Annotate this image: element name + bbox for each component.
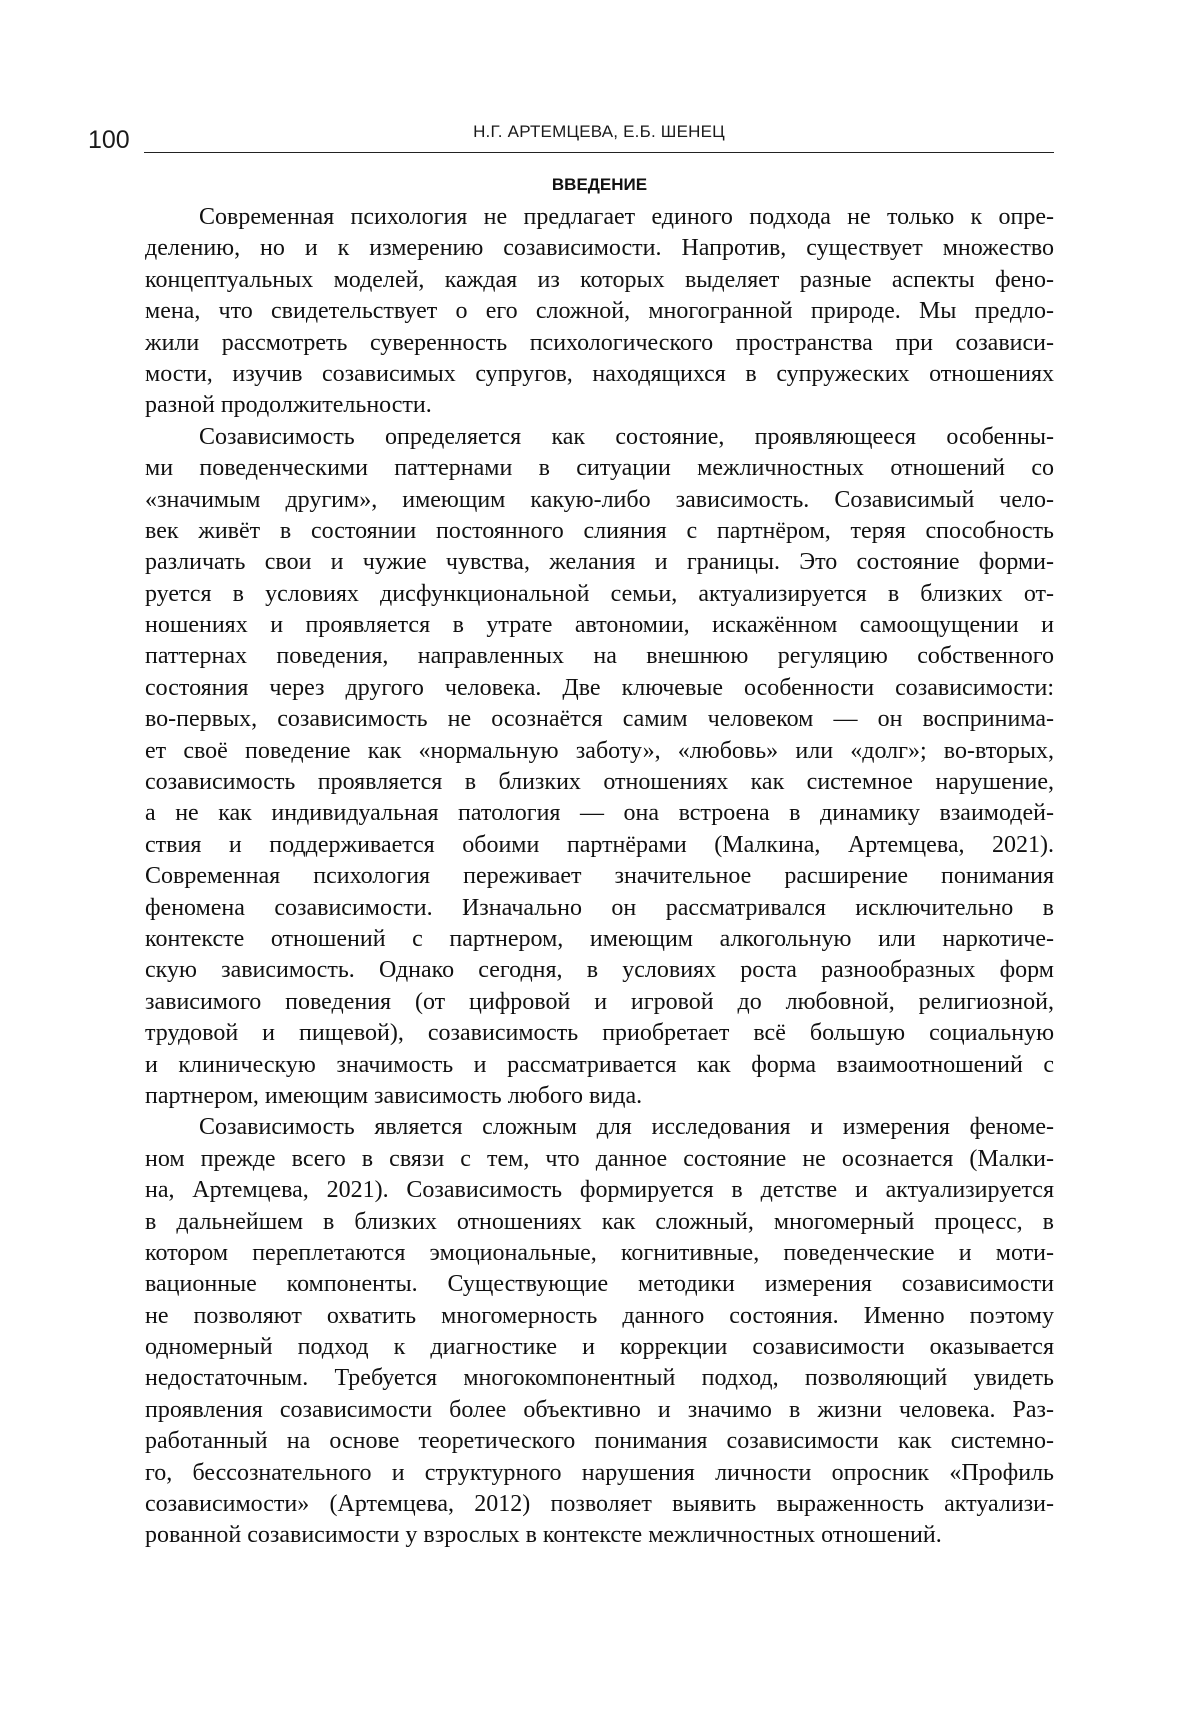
text-line: мена, что свидетельствует о его сложной, многогранной природе. Мы предло- [145,298,1054,325]
running-head-authors: Н.Г. АРТЕМЦЕВА, Е.Б. ШЕНЕЦ [473,122,725,141]
text-line: век живёт в состоянии постоянного слияния с партнёром, теряя способность [145,517,1054,544]
text-line: а не как индивидуальная патология — она встроена в динамику взаимодей- [145,800,1054,827]
text-line: вационные компоненты. Существующие методики измерения созависимости [145,1271,1054,1298]
text-line: контексте отношений с партнером, имеющим алкогольную или наркотиче- [145,925,1054,952]
text-line: и клиническую значимость и рассматривается как форма взаимоотношений с [145,1051,1054,1078]
text-line: паттернах поведения, направленных на внешнюю регуляцию собственного [145,643,1054,670]
paragraph [145,1112,1054,1551]
body-text [145,202,1054,1552]
text-line: ет своё поведение как «нормальную заботу», «любовь» или «долг»; во-вторых, [145,737,1054,764]
text-line: «значимым другим», имеющим какую-либо зависимость. Созависимый чело- [145,486,1054,513]
text-line: скую зависимость. Однако сегодня, в условиях роста разнообразных форм [145,957,1054,984]
text-line: созависимость проявляется в близких отношениях как системное нарушение, [145,769,1054,796]
header-rule [144,152,1054,153]
text-line: ношениях и проявляется в утрате автономии, искажённом самоощущении и [145,612,1054,639]
text-line: ном прежде всего в связи с тем, что данное состояние не осознается (Малки- [145,1145,1054,1172]
text-line: одномерный подход к диагностике и коррекции созависимости оказывается [145,1334,1054,1361]
text-line: Созависимость определяется как состояние, проявляющееся особенны- [199,423,1054,450]
text-line: в дальнейшем в близких отношениях как сложный, многомерный процесс, в [145,1208,1054,1235]
text-line: зависимого поведения (от цифровой и игровой до любовной, религиозной, [145,988,1054,1015]
section-title: ВВЕДЕНИЕ [551,175,648,194]
text-line: котором переплетаются эмоциональные, когнитивные, поведенческие и моти- [145,1239,1054,1266]
text-line: партнером, имеющим зависимость любого вида. [145,1082,643,1109]
page-number: 100 [88,126,130,154]
text-line: во-первых, созависимость не осознаётся самим человеком — он воспринима- [145,706,1054,733]
text-line: разной продолжительности. [145,392,432,419]
text-line: го, бессознательного и структурного нарушения личности опросник «Профиль [145,1459,1054,1486]
text-line: трудовой и пищевой), созависимость приобретает всё большую социальную [145,1020,1054,1047]
text-line: мости, изучив созависимых супругов, находящихся в супружеских отношениях [145,360,1054,387]
text-line: различать свои и чужие чувства, желания и границы. Это состояние форми- [145,549,1054,576]
text-line: феномена созависимости. Изначально он рассматривался исключительно в [145,894,1054,921]
text-line: Созависимость является сложным для исследования и измерения феноме- [199,1114,1054,1141]
text-line: ми поведенческими паттернами в ситуации межличностных отношений со [145,455,1054,482]
text-line: работанный на основе теоретического понимания созависимости как системно- [145,1428,1054,1455]
text-line: Современная психология не предлагает единого подхода не только к опре- [199,204,1054,230]
text-line: ствия и поддерживается обоими партнёрами (Малкина, Артемцева, 2021). [145,831,1054,858]
text-line: делению, но и к измерению созависимости. Напротив, существует множество [145,235,1054,262]
page-header [88,118,1054,158]
text-line: рованной созависимости у взрослых в контексте межличностных отношений. [145,1522,942,1549]
paragraph [145,202,1054,422]
text-line: не позволяют охватить многомерность данного состояния. Именно поэтому [145,1302,1054,1329]
text-line: состояния через другого человека. Две ключевые особенности созависимости: [145,674,1054,701]
text-line: жили рассмотреть суверенность психологического пространства при созависи- [145,329,1054,356]
text-line: недостаточным. Требуется многокомпонентный подход, позволяющий увидеть [145,1365,1054,1392]
paragraph [145,422,1054,1113]
text-line: на, Артемцева, 2021). Созависимость формируется в детстве и актуализируется [145,1177,1054,1204]
text-line: Современная психология переживает значительное расширение понимания [145,863,1054,890]
text-line: концептуальных моделей, каждая из которых выделяет разные аспекты фено- [145,266,1054,293]
text-line: руется в условиях дисфункциональной семьи, актуализируется в близких от- [145,580,1054,607]
text-line: проявления созависимости более объективно и значимо в жизни человека. Раз- [145,1396,1054,1423]
text-line: созависимости» (Артемцева, 2012) позволяет выявить выраженность актуализи- [145,1491,1054,1518]
